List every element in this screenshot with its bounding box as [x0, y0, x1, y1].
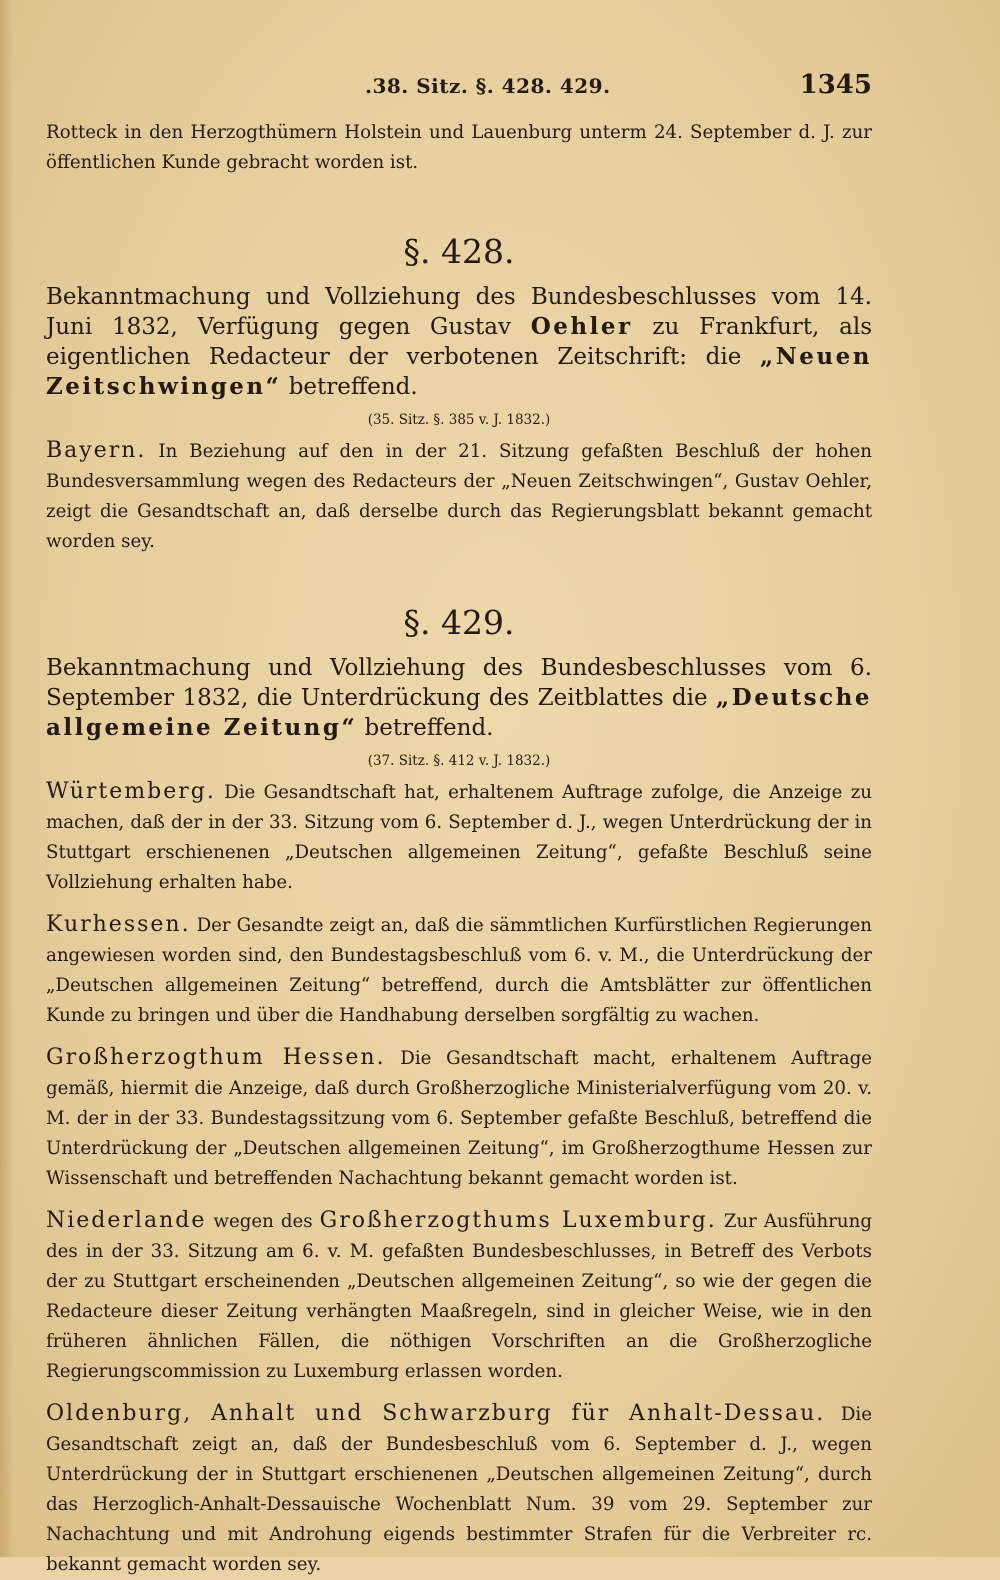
state-name: Oldenburg, Anhalt und Schwarzburg für Anhalt-Dessau. — [46, 1401, 826, 1426]
section-429-title-part-c: betreffend. — [357, 715, 494, 741]
entry-text: Die Gesandtschaft zeigt an, daß der Bundesbeschluß vom 6. September d. J., wegen Unterdrückung der in Stuttgart erschienenen „Deutschen allgemeinen Zeitung“, durch das Herzoglich-Anhalt-Dessauische Wochenblatt Num. 39 vom 29. September zur Nachachtung und mit Androhung eigends bestimmter Strafen für die Verbreiter rc. bekannt gemacht worden sey. — [46, 1404, 872, 1575]
state-name: Kurhessen. — [46, 912, 191, 937]
section-428-title-part-a: Bekanntmachung und Vollziehung des Bundesbeschlusses vom 14. Juni 1832, Verfügung gegen Gustav — [46, 284, 872, 340]
section-429-title-journal: „Deutsche allgemeine Zeitung“ — [46, 684, 872, 741]
page-header — [365, 70, 872, 104]
section-428-title-journal: „Neuen Zeitschwingen“ — [46, 343, 872, 400]
entry-text: Der Gesandte zeigt an, daß die sämmtlichen Kurfürstlichen Regierungen angewiesen worden sind, den Bundestagsbeschluß vom 6. v. M., die Unterdrückung der „Deutschen allgemeinen Zeitung“ betreffend, durch die Amtsblätter zur öffentlichen Kunde zu bringen und über die Handhabung derselben sorgfältig zu wachen. — [46, 915, 872, 1026]
page-body — [46, 118, 872, 1580]
state-name: Niederlande — [46, 1208, 207, 1233]
running-title: .38. Sitz. §. 428. 429. — [365, 74, 611, 98]
page-number: 1345 — [799, 70, 872, 100]
entry-niederlande-luxemburg — [46, 1206, 872, 1387]
state-name: Würtemberg. — [46, 779, 216, 804]
section-428-heading: §. 428. — [403, 232, 515, 271]
state-connector: wegen des — [206, 1211, 320, 1232]
entry-kurhessen — [46, 910, 872, 1031]
section-428-title — [46, 282, 872, 402]
intro-paragraph: Rotteck in den Herzogthümern Holstein und Lauenburg unterm 24. September d. J. zur öffentlichen Kunde gebracht worden ist. — [46, 122, 872, 173]
entry-text: Zur Ausführung des in der 33. Sitzung am 6. v. M. gefaßten Bundesbeschlusses, in Betreff des Verbots der zu Stuttgart erscheinenden „Deutschen allgemeinen Zeitung“, so wie der gegen die Redacteure dieser Zeitung verhängten Maaßregeln, sind in gleicher Weise, wie in den früheren ähnlichen Fällen, die nöthigen Vorschriften an die Großherzogliche Regierungscommission zu Luxemburg erlassen worden. — [46, 1211, 872, 1382]
entry-text: In Beziehung auf den in der 21. Sitzung gefaßten Beschluß der hohen Bundesversammlung wegen des Redacteurs der „Neuen Zeitschwingen“, Gustav Oehler, zeigt die Gesandtschaft an, daß derselbe durch das Regierungsblatt bekannt gemacht worden sey. — [46, 441, 872, 552]
state-name: Bayern. — [46, 438, 147, 463]
section-429-title — [46, 653, 872, 743]
page-edge-shadow — [0, 0, 14, 1557]
entry-oldenburg-anhalt — [46, 1399, 872, 1580]
section-428-title-name: Oehler — [530, 313, 633, 340]
entry-text: Die Gesandtschaft macht, erhaltenem Auftrage gemäß, hiermit die Anzeige, daß durch Großherzogliche Ministerialverfügung vom 20. v. M. der in der 33. Bundestagssitzung vom 6. September gefaßte Beschluß, betreffend die Unterdrückung der „Deutschen allgemeinen Zeitung“, im Großherzogthume Hessen zur Wissenschaft und betreffenden Nachachtung bekannt gemacht worden ist. — [46, 1048, 873, 1189]
entry-bayern — [46, 436, 872, 557]
state-name: Großherzogthum Hessen. — [46, 1045, 386, 1070]
section-428-title-part-b: zu Frankfurt, als eigentlichen Redacteur der verbotenen Zeitschrift: die — [46, 314, 872, 370]
entry-text: Die Gesandtschaft hat, erhaltenem Auftrage zufolge, die Anzeige zu machen, daß der in der 33. Sitzung vom 6. September d. J., wegen Unterdrückung der in Stuttgart erschienenen „Deutschen allgemeinen Zeitung“, gefaßte Beschluß seine Vollziehung erhalten habe. — [46, 782, 872, 893]
state-name-secondary: Großherzogthums Luxemburg. — [319, 1208, 717, 1233]
entry-wuertemberg — [46, 777, 872, 898]
section-429-reference: (37. Sitz. §. 412 v. J. 1832.) — [367, 753, 551, 769]
section-429-title-part-a: Bekanntmachung und Vollziehung des Bundesbeschlusses vom 6. September 1832, die Unterdrückung des Zeitblattes die — [46, 655, 872, 711]
section-429-heading: §. 429. — [403, 603, 515, 642]
section-428-title-part-c: betreffend. — [281, 374, 418, 400]
section-428-reference: (35. Sitz. §. 385 v. J. 1832.) — [367, 412, 551, 428]
entry-grossherzogthum-hessen — [46, 1043, 872, 1194]
